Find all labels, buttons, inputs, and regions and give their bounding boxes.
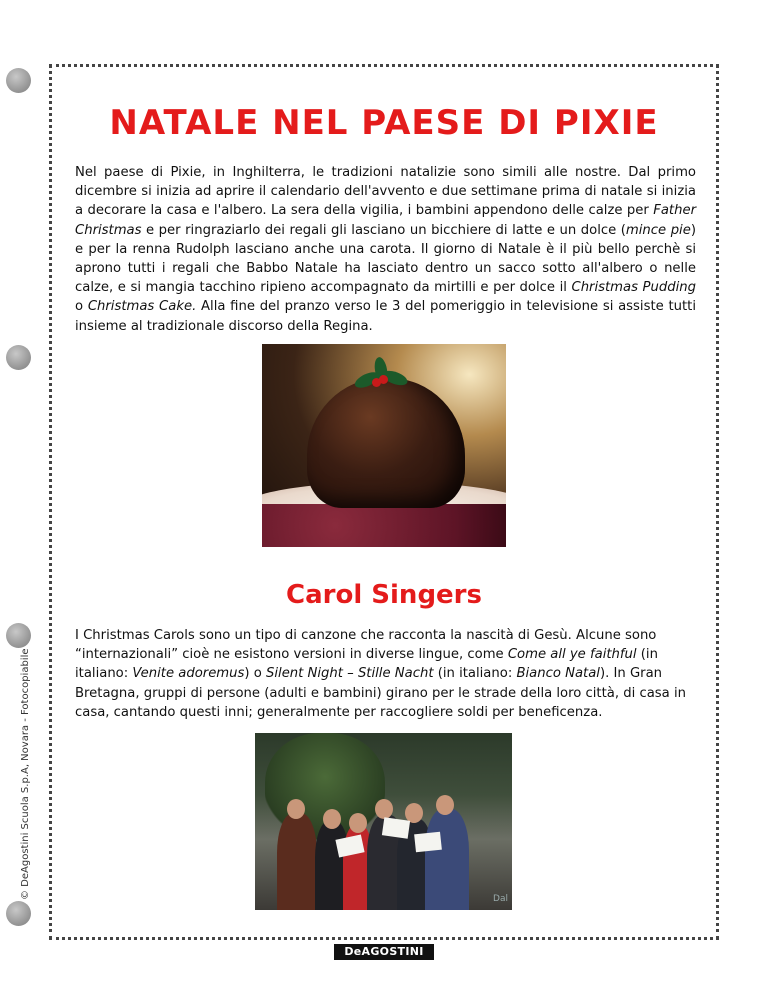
- binder-hole-3: [6, 623, 31, 648]
- binder-hole-1: [6, 68, 31, 93]
- christmas-pudding-photo: [262, 344, 506, 547]
- intro-paragraph: Nel paese di Pixie, in Inghilterra, le tradizioni natalizie sono simili alle nostre. Dal primo dicembre si inizia ad aprire il calendario dell'avvento e due settimane prima di natale si inizia a decorare la casa e l'albero. La sera della vigilia, i bambini appendono delle calze per Father Christmas e per ringraziarlo dei regali gli lasciano un bicchiere di latte e un dolce (mince pie) e per la renna Rudolph lasciano anche una carota. Il giorno di Natale è il più bello perchè si aprono tutti i regali che Babbo Natale ha lasciato dentro un sacco sotto all'albero o nelle calze, e si mangia tacchino ripieno accompagnato da mirtilli e per dolce il Christmas Pudding o Christmas Cake. Alla fine del pranzo verso le 3 del pomeriggio in televisione si assiste tutti insieme al tradizionale discorso della Regina.: [75, 165, 697, 334]
- page-title: NATALE NEL PAESE DI PIXIE: [109, 103, 659, 143]
- publisher-logo: DeAGOSTINI: [334, 944, 434, 960]
- carols-paragraph: I Christmas Carols sono un tipo di canzone che racconta la nascità di Gesù. Alcune sono “internazionali” cioè ne esistono versioni in diverse lingue, come Come all ye faithful (in italiano: Venite adoremus) o Silent Night – Stille Nacht (in italiano: Bianco Natal). In Gran Bretagna, gruppi di persone (adulti e bambini) girano per le strade della loro città, di casa in casa, cantando questi inni; generalmente per raccogliere soldi per beneficenza.: [75, 628, 686, 720]
- binder-hole-2: [6, 345, 31, 370]
- binder-hole-4: [6, 901, 31, 926]
- copyright-credit: © DeAgostini Scuola S.p.A, Novara - Fotocopiabile: [20, 648, 31, 900]
- photo-watermark: Dal: [493, 894, 508, 904]
- section-title-carol-singers: Carol Singers: [286, 580, 482, 610]
- carol-singers-photo: [255, 733, 512, 910]
